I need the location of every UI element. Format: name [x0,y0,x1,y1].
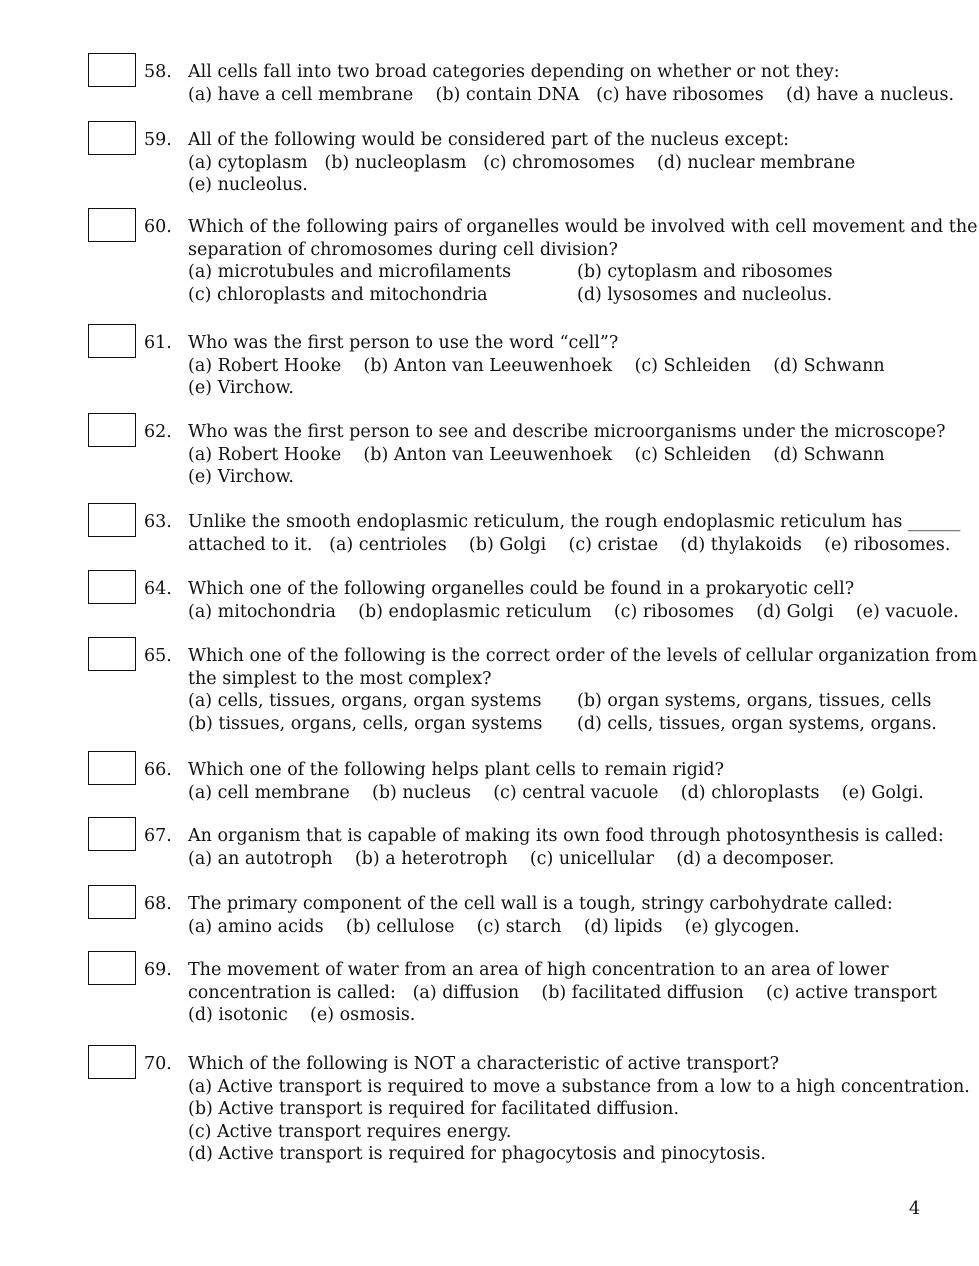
answer-box[interactable] [88,53,136,87]
answer-option: (d) lysosomes and nucleolus. [577,284,833,305]
question-body [188,216,978,306]
question-number: 70. [144,1054,172,1074]
question-body [188,421,948,489]
question-line: (a) have a cell membrane (b) contain DNA (c) have ribosomes (d) have a nucleus. [188,84,955,105]
question-number: 62. [144,422,172,442]
question-line: concentration is called: (a) diffusion (b) facilitated diffusion (c) active transport [188,982,937,1003]
answer-box[interactable] [88,1045,136,1079]
question-text: Who was the first person to use the word “cell”? [188,333,619,353]
answer-box[interactable] [88,951,136,985]
question-text: Which one of the following organelles could be found in a prokaryotic cell? [188,579,855,599]
answer-option: (b) organ systems, organs, tissues, cells [577,691,932,711]
answer-option: (b) tissues, organs, cells, organ systems [188,713,543,734]
answer-box[interactable] [88,570,136,604]
question-body [188,511,961,556]
answer-box[interactable] [88,121,136,155]
answer-box[interactable] [88,413,136,447]
question-body [188,1053,970,1166]
question-body [188,759,948,804]
question-number: 60. [144,217,172,237]
answer-row [188,690,948,713]
question-text: The movement of water from an area of high concentration to an area of lower [188,960,889,980]
question-body [188,825,948,870]
question-number: 67. [144,826,172,846]
question-line: (d) isotonic (e) osmosis. [188,1005,416,1025]
answer-box[interactable] [88,208,136,242]
question-line: the simplest to the most complex? [188,668,492,689]
question-text: Which of the following is NOT a characteristic of active transport? [188,1054,779,1074]
question-line: (e) nucleolus. [188,175,308,195]
answer-option: (a) cells, tissues, organs, organ systems [188,691,542,711]
question-text: All cells fall into two broad categories depending on whether or not they: [188,62,840,82]
question-line: (d) Active transport is required for phagocytosis and pinocytosis. [188,1144,766,1164]
question-line: attached to it. (a) centrioles (b) Golgi (c) cristae (d) thylakoids (e) ribosomes. [188,534,951,555]
question-text: Who was the first person to see and describe microorganisms under the microscope? [188,422,946,442]
answer-box[interactable] [88,637,136,671]
question-line: (e) Virchow. [188,378,294,398]
question-body [188,959,948,1027]
page-number: 4 [909,1199,921,1219]
question-body [188,645,978,735]
question-number: 68. [144,894,172,914]
question-number: 61. [144,333,172,353]
question-text: An organism that is capable of making its own food through photosynthesis is called: [188,826,944,846]
question-number: 63. [144,512,172,532]
question-line: separation of chromosomes during cell division? [188,239,618,260]
question-text: Which one of the following helps plant cells to remain rigid? [188,760,724,780]
question-body [188,578,959,623]
question-line: (a) Active transport is required to move a substance from a low to a high concentration. [188,1076,970,1097]
answer-option: (c) chloroplasts and mitochondria [188,284,488,305]
question-number: 58. [144,62,172,82]
question-text: The primary component of the cell wall is a tough, stringy carbohydrate called: [188,894,893,914]
question-body [188,61,955,106]
answer-row [188,284,948,307]
question-line: (c) Active transport requires energy. [188,1121,512,1142]
question-number: 65. [144,646,172,666]
answer-row [188,713,948,736]
question-body [188,332,948,400]
question-number: 64. [144,579,172,599]
answer-box[interactable] [88,503,136,537]
question-line: (a) an autotroph (b) a heterotroph (c) unicellular (d) a decomposer. [188,848,835,869]
question-number: 59. [144,130,172,150]
answer-option: (b) cytoplasm and ribosomes [577,262,833,282]
question-line: (a) amino acids (b) cellulose (c) starch (d) lipids (e) glycogen. [188,916,800,937]
answer-box[interactable] [88,751,136,785]
question-number: 69. [144,960,172,980]
question-line: (e) Virchow. [188,467,294,487]
question-line: (a) Robert Hooke (b) Anton van Leeuwenhoek (c) Schleiden (d) Schwann [188,355,885,376]
question-text: All of the following would be considered part of the nucleus except: [188,130,790,150]
answer-box[interactable] [88,817,136,851]
question-line: (a) Robert Hooke (b) Anton van Leeuwenhoek (c) Schleiden (d) Schwann [188,444,885,465]
answer-row [188,261,948,284]
question-number: 66. [144,760,172,780]
question-text: Which of the following pairs of organelles would be involved with cell movement and the [188,217,978,237]
question-line: (a) cytoplasm (b) nucleoplasm (c) chromosomes (d) nuclear membrane [188,152,856,173]
answer-option: (d) cells, tissues, organ systems, organs. [577,713,937,734]
answer-box[interactable] [88,885,136,919]
question-text: Unlike the smooth endoplasmic reticulum, the rough endoplasmic reticulum has ______ [188,512,961,532]
question-line: (a) mitochondria (b) endoplasmic reticulum (c) ribosomes (d) Golgi (e) vacuole. [188,601,959,622]
question-line: (a) cell membrane (b) nucleus (c) central vacuole (d) chloroplasts (e) Golgi. [188,782,924,803]
question-line: (b) Active transport is required for facilitated diffusion. [188,1099,680,1119]
answer-option: (a) microtubules and microfilaments [188,262,512,282]
answer-box[interactable] [88,324,136,358]
question-body [188,893,948,938]
question-text: Which one of the following is the correct order of the levels of cellular organization from [188,646,978,666]
question-body [188,129,948,197]
